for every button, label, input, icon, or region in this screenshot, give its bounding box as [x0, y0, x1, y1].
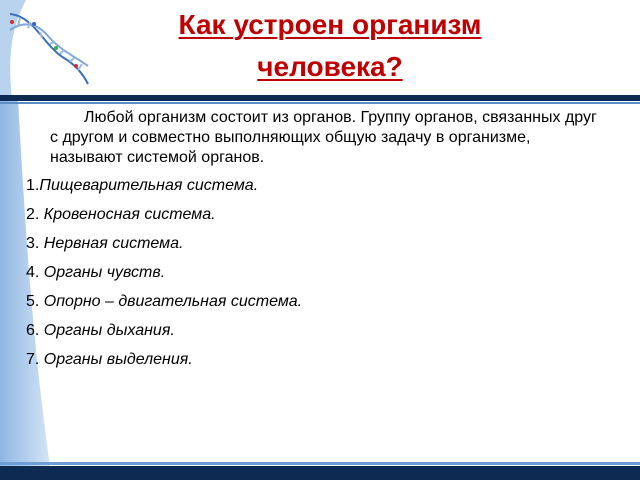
list-item-text: Органы выделения.	[43, 351, 193, 368]
list-item-number: 1.	[26, 177, 40, 194]
list-item-number: 5.	[26, 293, 40, 310]
dna-helix-icon	[4, 6, 94, 88]
list-item	[26, 292, 606, 312]
title-line-2: человека?	[257, 51, 403, 82]
list-item-number: 3.	[26, 235, 40, 252]
header-divider	[0, 95, 640, 101]
list-item-number: 7.	[26, 351, 40, 368]
list-item-number: 2.	[26, 206, 40, 223]
list-item-number: 6.	[26, 322, 40, 339]
list-item	[26, 176, 606, 196]
title-line-1: Как устроен организм	[178, 9, 482, 40]
list-item-text: Пищеварительная система.	[39, 177, 259, 194]
list-item-text: Органы чувств.	[43, 264, 166, 281]
list-item-text: Опорно – двигательная система.	[43, 293, 303, 310]
list-item	[26, 205, 606, 225]
footer-divider-thin	[0, 462, 640, 465]
list-item	[26, 234, 606, 254]
list-item	[26, 263, 606, 283]
intro-paragraph: Любой организм состоит из органов. Группу органов, связанных друг с другом и совместно выполняющих общую задачу в организме, называют системой органов.	[50, 109, 597, 166]
list-item-number: 4.	[26, 264, 40, 281]
list-item-text: Нервная система.	[43, 235, 184, 252]
list-item	[26, 321, 606, 341]
header-divider-thin	[0, 102, 640, 104]
list-item-text: Органы дыхания.	[43, 322, 175, 339]
slide-body	[26, 108, 606, 379]
list-item-text: Кровеносная система.	[43, 206, 216, 223]
footer-band	[0, 466, 640, 480]
list-item	[26, 350, 606, 370]
slide-title	[95, 4, 565, 88]
